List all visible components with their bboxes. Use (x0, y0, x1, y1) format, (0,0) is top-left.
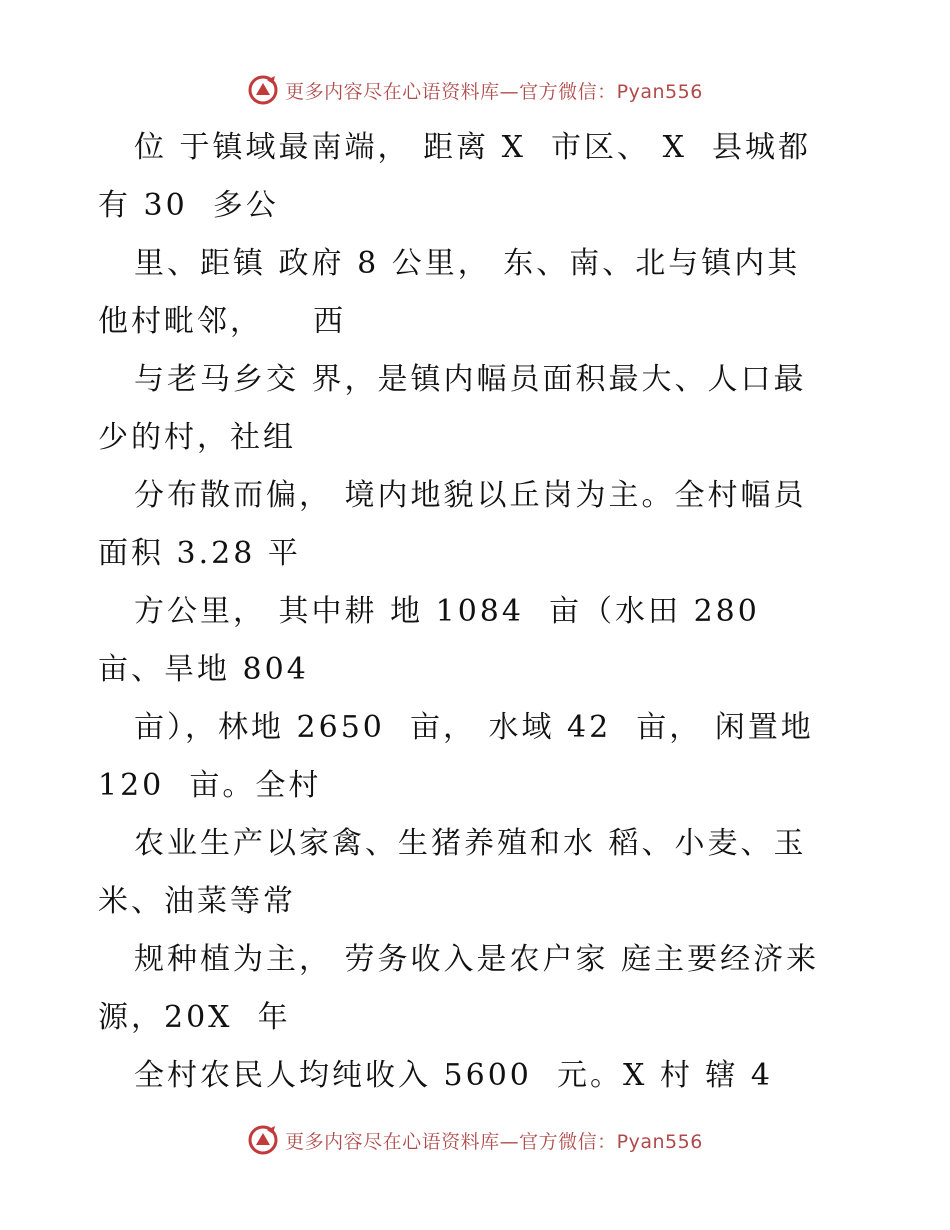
text-line: 方公里， 其中耕 地 1084 亩（水田 280 (134, 594, 760, 629)
logo-seal-icon (247, 74, 279, 106)
text-line: 与老马乡交 界，是镇内幅员面积最大、人口最 (134, 362, 807, 397)
text-line: 分布散而偏， 境内地貌以丘岗为主。全村幅员 (134, 478, 807, 513)
text-line: 源，20X 年 (98, 1000, 291, 1035)
text-line: 全村农民人均纯收入 5600 元。X 村 辖 4 (134, 1058, 774, 1093)
logo-seal-icon (247, 1124, 279, 1156)
watermark-text: 更多内容尽在心语资料库—官方微信：Pyan556 (285, 1130, 703, 1153)
text-line: 亩），林地 2650 亩， 水域 42 亩， 闲置地 (134, 710, 814, 745)
text-line: 农业生产以家禽、生猪养殖和水 稻、小麦、玉 (134, 826, 807, 861)
text-line: 里、距镇 政府 8 公里， 东、南、北与镇内其 (134, 246, 801, 281)
text-line: 有 30 多公 (98, 188, 279, 223)
footer-watermark (0, 1122, 950, 1158)
text-line: 米、油菜等常 (98, 884, 296, 919)
text-line: 120 亩。全村 (98, 768, 322, 803)
text-line: 少的村，社组 (98, 420, 296, 455)
text-line: 亩、旱地 804 (98, 652, 309, 687)
watermark-text: 更多内容尽在心语资料库—官方微信：Pyan556 (285, 80, 703, 103)
header-watermark (0, 72, 950, 108)
text-line: 规种植为主， 劳务收入是农户家 庭主要经济来 (134, 942, 820, 977)
text-line: 他村毗邻， 西 (98, 304, 347, 339)
text-line: 面积 3.28 平 (98, 536, 301, 571)
text-line: 位 于镇域最南端， 距离 X 市区、 X 县城都 (134, 130, 812, 165)
